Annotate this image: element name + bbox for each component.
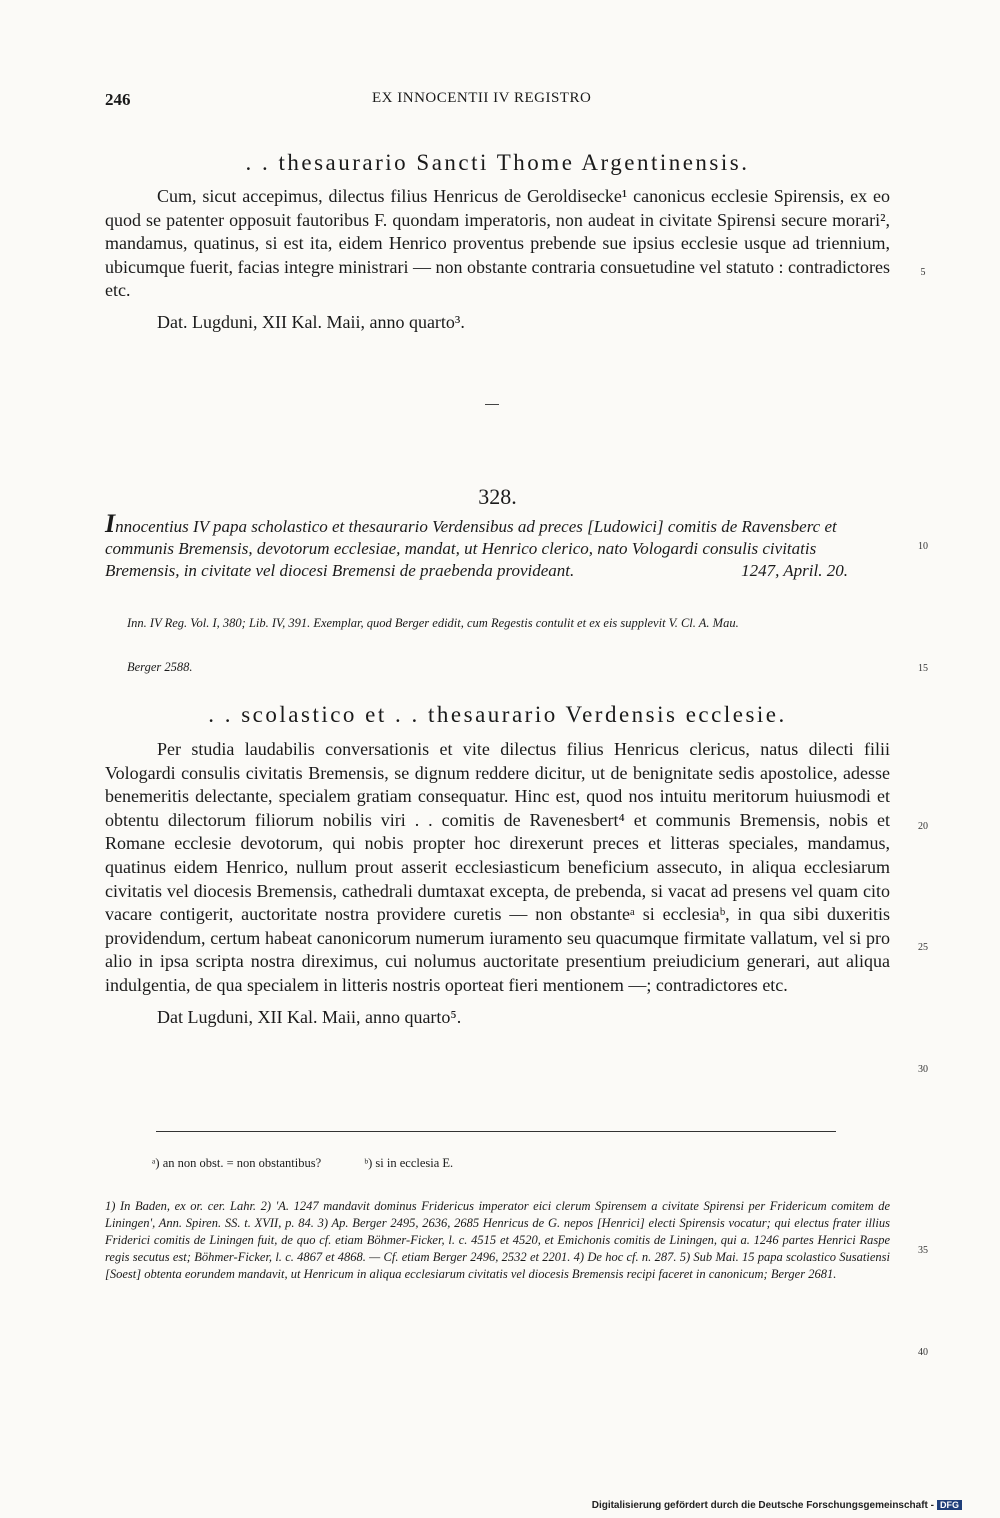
line-number: 35 — [918, 1245, 928, 1256]
textual-note-b: ᵇ) si in ecclesia E. — [364, 1156, 454, 1170]
section-divider — [485, 404, 499, 405]
dfg-logo: DFG — [937, 1500, 962, 1510]
footnote-separator — [156, 1131, 836, 1132]
regest-initial: I — [105, 509, 116, 538]
letter2-paragraph: Per studia laudabilis conversationis et vite dilectus filius Henricus clericus, natus dilecti filii Vologardi consulis civitatis Bremensis, se dignum reddere dicitur, ut de benignitate sedis apostolice, adesse benemeritis delectante, specialem gratiam consequatur. Hinc est, quod nos intuitu meritorum huiusmodi et obtentu dilectorum filiorum nobilis viri . . comitis de Ravenesbert⁴ et communis Bremensis, nobis et Romane ecclesie devotorum, qui nobis propter hoc direxerunt preces et litteras speciales, mandamus, quatinus eidem Henrico, nullum prout asserit ecclesiasticum beneficium assecuto, in aliqua ecclesiarum civitatis vel diocesis Bremensis, cathedrali dumtaxat excepta, de prebenda, si vacat ad presens vel quam cito vacare contigerit, auctoritate nostra providere curetis — non obstanteᵃ si ecclesiaᵇ, in qua sibi duxeritis providendum, certum habeat canonicorum numerum iuramento seu quacumque firmitate vallatum, vel si pro alio in ipsa scripta nostra direximus, cui nolumus auctoritate presentium preiudicium generari, aut aliqua indulgentia, de qua specialem in litteris nostris oporteat fieri mentionem —; contradictores etc. — [105, 739, 890, 995]
textual-note-a: ᵃ) an non obst. = non obstantibus? — [152, 1156, 322, 1170]
letter2-text — [105, 738, 890, 1029]
page-number: 246 — [105, 90, 131, 109]
running-title: EX INNOCENTII IV REGISTRO — [372, 90, 592, 106]
line-number: 25 — [918, 942, 928, 953]
line-number: 15 — [918, 663, 928, 674]
letter1-dat: Dat. Lugduni, XII Kal. Maii, anno quarto³. — [157, 311, 465, 332]
line-number: 40 — [918, 1347, 928, 1358]
document-number: 328. — [478, 484, 517, 509]
line-number: 20 — [918, 821, 928, 832]
regest-date: 1247, April. 20. — [741, 561, 848, 580]
letter1-paragraph: Cum, sicut accepimus, dilectus filius Henricus de Geroldisecke¹ canonicus ecclesie Spirensis, ex eo quod se patenter opposuit fautoribus F. quondam imperatoris, non audeat in civitate Spirensi secure morari², mandamus, quatinus, si est ita, eidem Henrico proventus prebende sue ipsius ecclesie usque ad triennium, ubicumque fuerit, facias integre ministrari — non obstante contraria consuetudine vel statuto : contradictores etc. — [105, 186, 890, 301]
footnotes: 1) In Baden, ex or. cer. Lahr. 2) 'A. 1247 mandavit dominus Fridericus imperator eici clerum Spirensem a civitate Spirensi per Fridericum comitem de Liningen', Ann. Spiren. SS. t. XVII, p. 84. 3) Ap. Berger 2495, 2636, 2685 Henricus de G. nepos [Henrici] electi Spirensis vocatur; qui electus frater illius Friderici comitis de Liningen fuit, de quo cf. etiam Böhmer-Ficker, l. c. 4515 et 4520, et Emichonis comitis de Liningen, qui a. 1246 partes Henrici Raspe regis secutus est; Böhmer-Ficker, l. c. 4867 et 4868. — Cf. etiam Berger 2496, 2532 et 2201. 4) De hoc cf. n. 287. 5) Sub Mai. 15 papa scolastico Susatiensi [Soest] obtenta eorundem mandavit, ut Henricum in aliqua ecclesiarum civitatis vel diocesis Bremensis recipi faceret in canonicum; Berger 2681. — [105, 1199, 890, 1282]
letter1-text — [105, 185, 890, 335]
line-number: 10 — [918, 541, 928, 552]
source-line: Inn. IV Reg. Vol. I, 380; Lib. IV, 391. Exemplar, quod Berger edidit, cum Regestis contulit et ex eis supplevit V. Cl. A. Mau. — [127, 616, 739, 630]
textual-notes — [152, 1156, 453, 1171]
letter2-dat: Dat Lugduni, XII Kal. Maii, anno quarto⁵. — [157, 1006, 462, 1027]
berger-reference: Berger 2588. — [127, 660, 193, 674]
regest — [105, 509, 890, 582]
letter1-address: . . thesaurario Sancti Thome Argentinensis. — [245, 150, 750, 175]
letter2-address: . . scolastico et . . thesaurario Verdensis ecclesie. — [208, 702, 787, 727]
line-number: 5 — [920, 267, 926, 278]
line-number: 30 — [918, 1064, 928, 1075]
digitization-credit — [592, 1500, 962, 1511]
footer-text: Digitalisierung gefördert durch die Deutsche Forschungsgemeinschaft - — [591, 1500, 934, 1511]
regest-text: nnocentius IV papa scholastico et thesaurario Verdensibus ad preces [Ludowici] comitis de Ravensberc et communis Bremensis, devotorum ecclesiae, mandat, ut Henrico clerico, nato Vologardi consulis civitatis Bremensis, in civitate vel diocesi Bremensi de praebenda provideant. — [105, 517, 837, 580]
